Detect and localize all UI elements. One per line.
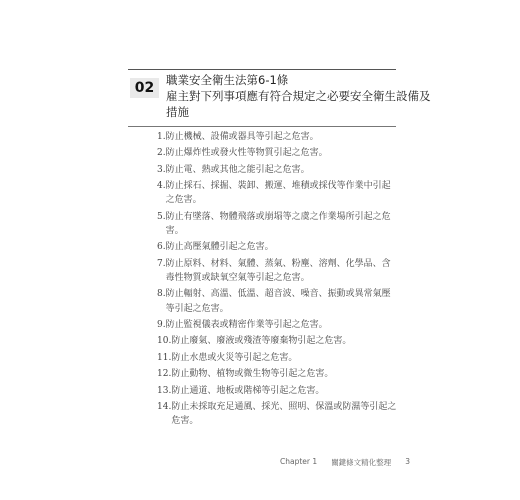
item-text: 防止高壓氣體引起之危害。 [165, 242, 274, 253]
list-item [157, 351, 397, 365]
heading-line-2: 雇主對下列事項應有符合規定之必要安全衛生設備及 [166, 89, 431, 103]
list-item [157, 179, 397, 207]
item-number: 6. [157, 242, 166, 253]
item-number: 2. [157, 148, 166, 159]
page-number: 3 [405, 457, 410, 466]
footer-chapter-title: 關鍵條文精化整理 [331, 458, 392, 467]
item-text: 防止輻射、高溫、低溫、超音波、噪音、振動或異常氣壓等引起之危害。 [165, 289, 391, 314]
item-number: 13. [157, 385, 172, 396]
item-number: 3. [157, 164, 166, 175]
item-text: 防止廢氣、廢液或殘渣等廢棄物引起之危害。 [171, 336, 352, 347]
item-text: 防止通道、地板或階梯等引起之危害。 [171, 385, 325, 396]
list-item [157, 210, 397, 238]
top-rule [128, 69, 396, 70]
list-item [157, 146, 397, 160]
heading-divider [128, 126, 396, 127]
item-text: 防止有墜落、物體飛落或崩塌等之虞之作業場所引起之危害。 [165, 211, 391, 236]
item-text: 防止監視儀表或精密作業等引起之危害。 [165, 319, 328, 330]
heading-line-1: 職業安全衛生法第6-1條 [166, 73, 289, 87]
heading-line-3: 措施 [166, 105, 189, 119]
list-item [157, 240, 397, 254]
section-number-badge: 02 [130, 78, 159, 98]
item-number: 11. [157, 352, 172, 363]
item-text: 防止水患或火災等引起之危害。 [171, 352, 298, 363]
item-text: 防止爆炸性或發火性等物質引起之危害。 [165, 148, 328, 159]
item-number: 8. [157, 289, 166, 300]
list-item [157, 334, 397, 348]
item-text: 防止原料、材料、氣體、蒸氣、粉塵、溶劑、化學品、含毒性物質或缺氧空氣等引起之危害。 [165, 258, 391, 283]
item-number: 10. [157, 336, 172, 347]
footer-chapter: Chapter 1 [280, 457, 318, 466]
item-number: 12. [157, 369, 172, 380]
item-number: 4. [157, 181, 166, 192]
section-heading [166, 72, 431, 120]
list-item [157, 257, 397, 285]
list-item [157, 384, 397, 398]
page-footer [280, 457, 410, 468]
item-text: 防止電、熱或其他之能引起之危害。 [165, 164, 310, 175]
list-item [157, 287, 397, 315]
list-item [157, 400, 397, 428]
item-text: 防止採石、採掘、裝卸、搬運、堆積或採伐等作業中引起之危害。 [165, 181, 391, 206]
item-number: 9. [157, 319, 166, 330]
item-number: 14. [157, 401, 172, 412]
item-number: 1. [157, 132, 166, 142]
list-item [157, 163, 397, 177]
list-item [157, 130, 397, 144]
item-text: 防止機械、設備或器具等引起之危害。 [165, 132, 319, 142]
item-text: 防止動物、植物或微生物等引起之危害。 [171, 369, 334, 380]
list-item [157, 367, 397, 381]
item-number: 5. [157, 211, 166, 222]
item-number: 7. [157, 258, 166, 269]
list-item [157, 318, 397, 332]
provision-list [157, 130, 397, 430]
item-text: 防止未採取充足通風、採光、照明、保溫或防濕等引起之危害。 [171, 401, 397, 427]
